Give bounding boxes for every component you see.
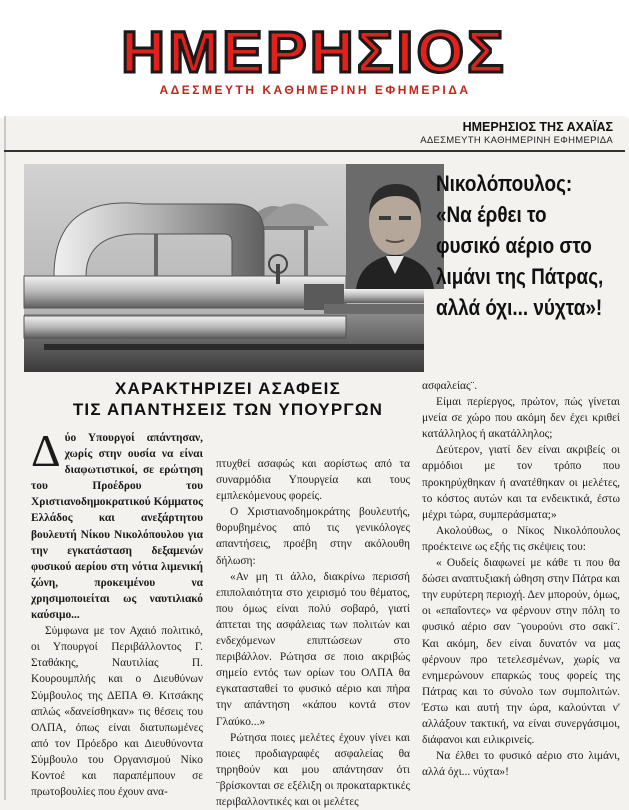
masthead-title: ΗΜΕΡΗΣΙΟΣ: [121, 20, 507, 85]
article-headline: [436, 168, 625, 323]
article-paragraph: Σύμφωνα με τον Αχαιό πολιτικό, οι Υπουργοί Περιβάλλοντος Γ. Σταθάκης, Ναυτιλίας Π. Κουρουμπλής και ο Διευθύνων Σύμβουλος της ΔΕΠΑ Θ. Κιτσάκης απλώς «δανείσθηκαν» τις θέσεις του ΟΛΠΑ, όπως είναι διατυπωμένες από τον Πρόεδρο και Διευθύνοντα Σύμβουλο του Οργανισμού Νίκο Κοντοέ και παραπέμπουν σε πρωτοβουλίες που έχουν ανα-: [31, 625, 203, 799]
article-paragraph: Ακολούθως, ο Νίκος Νικολόπουλος προέκτεινε ως εξής τις σκέψεις του:: [422, 524, 620, 553]
dropcap: Δ: [31, 425, 61, 476]
headline-line: «Να έρθει το: [436, 202, 547, 227]
headline-line: λιμάνι της Πάτρας,: [436, 264, 604, 289]
article-column-3: [422, 378, 620, 780]
article-paragraph: Να έλθει το φυσικό αέριο στο λιμάνι, αλλά όχι... νύχτα»!: [422, 750, 620, 779]
masthead-subtitle: ΑΔΕΣΜΕΥΤΗ ΚΑΘΗΜΕΡΙΝΗ ΕΦΗΜΕΡΙΔΑ: [159, 83, 471, 97]
header-divider: [4, 150, 625, 152]
subheadline-line: ΤΙΣ ΑΠΑΝΤΗΣΕΙΣ ΤΩΝ ΥΠΟΥΡΓΩΝ: [72, 400, 384, 419]
politician-portrait-icon: [346, 164, 444, 289]
lead-text: ύο Υπουργοί απάντησαν, χωρίς στην ουσία να είναι διαφωτιστικοί, σε ερώτηση του Προέδρου του Χριστιανοδημοκρατικού Κόμματος Ελλάδος και ανεξάρτητου βουλευτή Νίκου Νικολόπουλου για την εγκατάσταση δεξαμενών φυσικού αερίου στη νότια λιμενική ζώνη, προκειμένου να χρησιμοποιείται ως ναυτιλιακό καύσιμο...: [31, 432, 203, 622]
headline-line: Νικολόπουλος:: [436, 171, 573, 196]
clipping-left-edge: [4, 116, 6, 800]
article-subheadline: [38, 378, 418, 420]
article-paragraph: ασφαλείας¨.: [422, 380, 478, 392]
article-paragraph: « Ουδείς διαφωνεί με κάθε τι που θα δώσει αναπτυξιακή ώθηση στην Πάτρα και την ευρύτερη περιοχή. Δεν μπορούν, όμως, οι «επαΐοντες» να φέρνουν στην πόλη το φυσικό αέριο σαν ¨γουρούνι στο σακί¨. Και ακόμη, δεν είναι δυνατόν να μας φέρνουν προ τετελεσμένων, χωρίς να ενημερώνουν επαρκώς τους φορείς της Πάτρας και το σύνολο των συμπολιτών. Έστω και αυτή την ώρα, καλούνται ν' αλλάξουν τακτική, να είναι συνεργάσιμοι, διάφανοι και ειλικρινείς.: [422, 557, 620, 747]
article-column-1: [31, 425, 203, 800]
article-paragraph: Ρώτησα ποιες μελέτες έχουν γίνει και ποιες προδιαγραφές ασφαλείας θα τηρηθούν και μου απάντησαν ότι ¨βρίσκονται σε εξέλιξη οι προκαταρκτικές περιβαλλοντικές και οι μελέτες: [216, 731, 410, 808]
gas-pipeline-photo: [24, 164, 424, 372]
article-paragraph: πτυχθεί ασαφώς και αορίστως από τα συναρμόδια Υπουργεία και τους εμπλεκόμενους φορείς.: [216, 458, 410, 503]
headline-line: αλλά όχι... νύχτα»!: [436, 295, 603, 320]
article-lead: [31, 425, 203, 623]
article-paragraph: «Αν μη τι άλλο, διακρίνω περισσή επιπολαιότητα στο χειρισμό του θέματος, που όμως είναι πολύ σοβαρό, γιατί άπτεται της ασφάλειας των πολιτών και ενδεχόμενων επιπτώσεων στο περιβάλλον. Ρώτησα σε ποιο ακριβώς σημείο εντός των ορίων του ΟΛΠΑ θα εγκατασταθεί το φυσικό αέριο και πήρα την απάντηση «κάπου κοντά στον Γλαύκο...»: [216, 570, 410, 728]
subheadline-line: ΧΑΡΑΚΤΗΡΙΖΕΙ ΑΣΑΦΕΙΣ: [114, 379, 342, 398]
article-column-2: [216, 456, 410, 810]
masthead: [0, 0, 629, 118]
newspaper-clipping: [4, 116, 625, 808]
article-paragraph: Είμαι περίεργος, πρώτον, πώς γίνεται μνεία σε χώρο που ακόμη δεν έχει κριθεί κατάλληλος ή ακατάλληλος;: [422, 396, 620, 441]
clipping-header-title: ΗΜΕΡΗΣΙΟΣ ΤΗΣ ΑΧΑΪΑΣ: [462, 120, 613, 134]
article-paragraph: Ο Χριστιανοδημοκράτης βουλευτής, θορυβημένος από τις γενικόλογες απαντήσεις, προέβη στην ακόλουθη δήλωση:: [216, 506, 410, 567]
article-paragraph: Δεύτερον, γιατί δεν είναι ακριβείς οι αρμόδιοι με τον τρόπο που προκηρύχθηκαν ή ανατέθηκαν οι μελέτες, το κόστος αυτών και τα ενδεικτικά, έστω μέχρι τώρα, συμπεράσματα;»: [422, 444, 620, 521]
headline-line: φυσικό αέριο στο: [436, 233, 592, 258]
clipping-header-subtitle: ΑΔΕΣΜΕΥΤΗ ΚΑΘΗΜΕΡΙΝΗ ΕΦΗΜΕΡΙΔΑ: [420, 135, 613, 146]
